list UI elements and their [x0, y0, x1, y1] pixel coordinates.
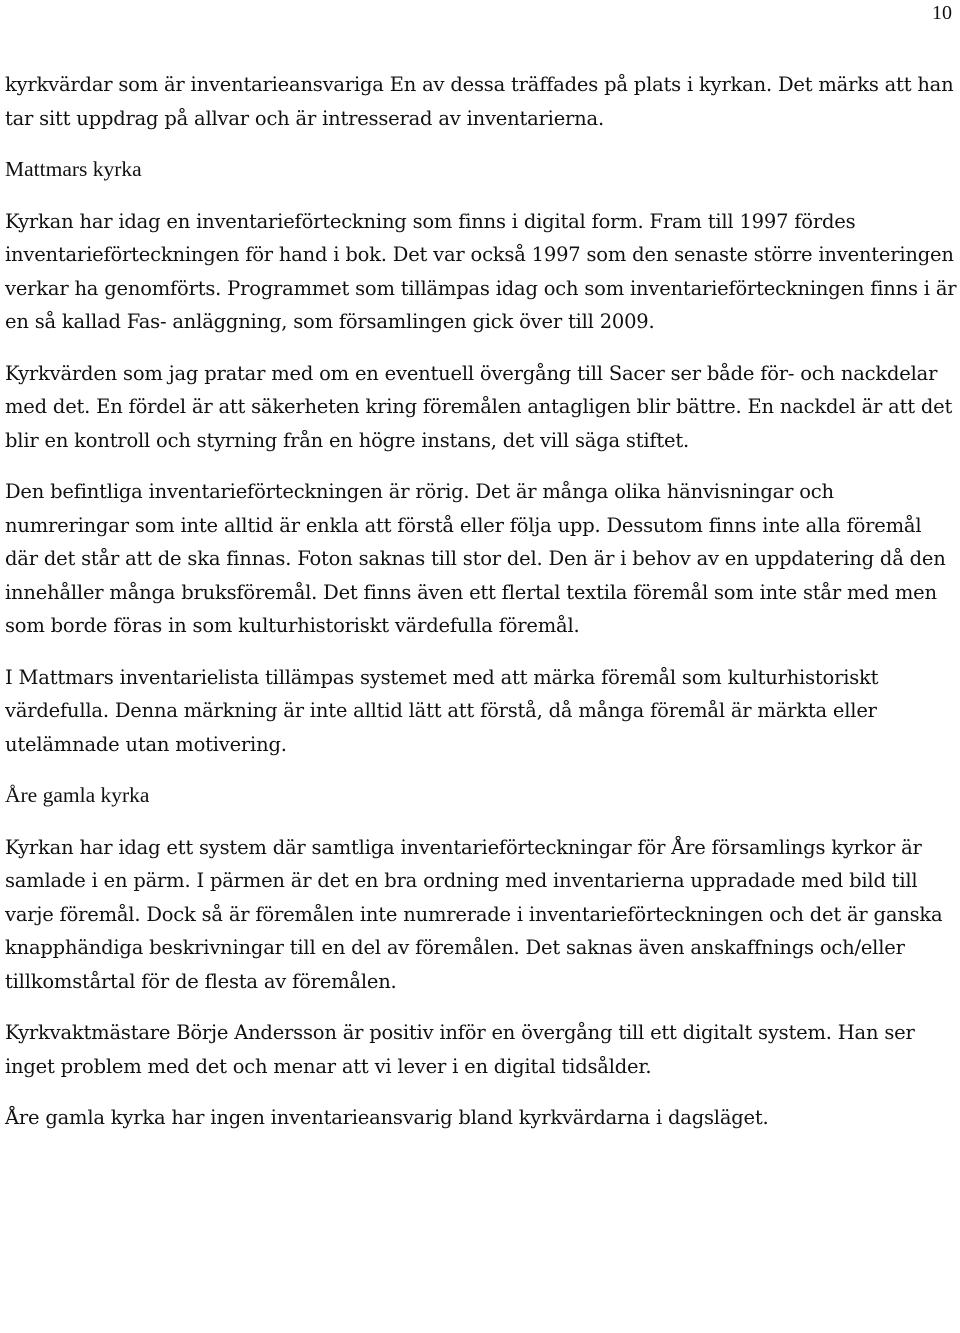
section-heading-are: Åre gamla kyrka: [5, 783, 150, 807]
paragraph-mattmars-current-list: Den befintliga inventarieförteckningen är rörig. Det är många olika hänvisningar och numreringar som inte alltid är enkla att förstå eller följa upp. Dessutom finns inte alla föremål där det står att de ska finnas. Foton saknas till stor del. Den är i behov av en uppdatering då den innehåller många bruksföremål. Det finns även ett flertal textila föremål som inte står med men som borde föras in som kulturhistoriskt värdefulla föremål.: [5, 480, 946, 637]
paragraph-are-caretaker: Kyrkvaktmästare Börje Andersson är positiv inför en övergång till ett digitalt system. Han ser inget problem med det och menar att vi lever i en digital tidsålder.: [5, 1021, 915, 1078]
page-number: 10: [932, 2, 952, 24]
paragraph-mattmars-sacer: Kyrkvärden som jag pratar med om en eventuell övergång till Sacer ser både för- och nackdelar med det. En fördel är att säkerheten kring föremålen antagligen blir bättre. En nackdel är att det blir en kontroll och styrning från en högre instans, det vill säga stiftet.: [5, 361, 953, 452]
paragraph-are-responsible: Åre gamla kyrka har ingen inventarieansvarig bland kyrkvärdarna i dagsläget.: [5, 1106, 769, 1129]
paragraph-are-system: Kyrkan har idag ett system där samtliga inventarieförteckningar för Åre församlings kyrkor är samlade i en pärm. I pärmen är det en bra ordning med inventarierna uppradade med bild till varje föremål. Dock så är föremålen inte numrerade i inventarieförteckningen och det är ganska knapphändiga beskrivningar till en del av föremålen. Det saknas även anskaffnings och/eller tillkomstårtal för de flesta av föremålen.: [5, 835, 943, 993]
paragraph-mattmars-inventory: Kyrkan har idag en inventarieförteckning som finns i digital form. Fram till 1997 fördes inventarieförteckningen för hand i bok. Det var också 1997 som den senaste större inventeringen verkar ha genomförts. Programmet som tillämpas idag och som inventarieförteckningen finns i är en så kallad Fas- anläggning, som församlingen gick över till 2009.: [5, 209, 957, 333]
document-body: [5, 68, 957, 1135]
paragraph-intro: kyrkvärdar som är inventarieansvariga En av dessa träffades på plats i kyrkan. Det märks att han tar sitt uppdrag på allvar och är intresserad av inventarierna.: [5, 73, 954, 130]
paragraph-mattmars-marking: I Mattmars inventarielista tillämpas systemet med att märka föremål som kulturhistoriskt värdefulla. Denna märkning är inte alltid lätt att förstå, då många föremål är märkta eller utelämnade utan motivering.: [5, 665, 879, 756]
section-heading-mattmars: Mattmars kyrka: [5, 157, 142, 181]
